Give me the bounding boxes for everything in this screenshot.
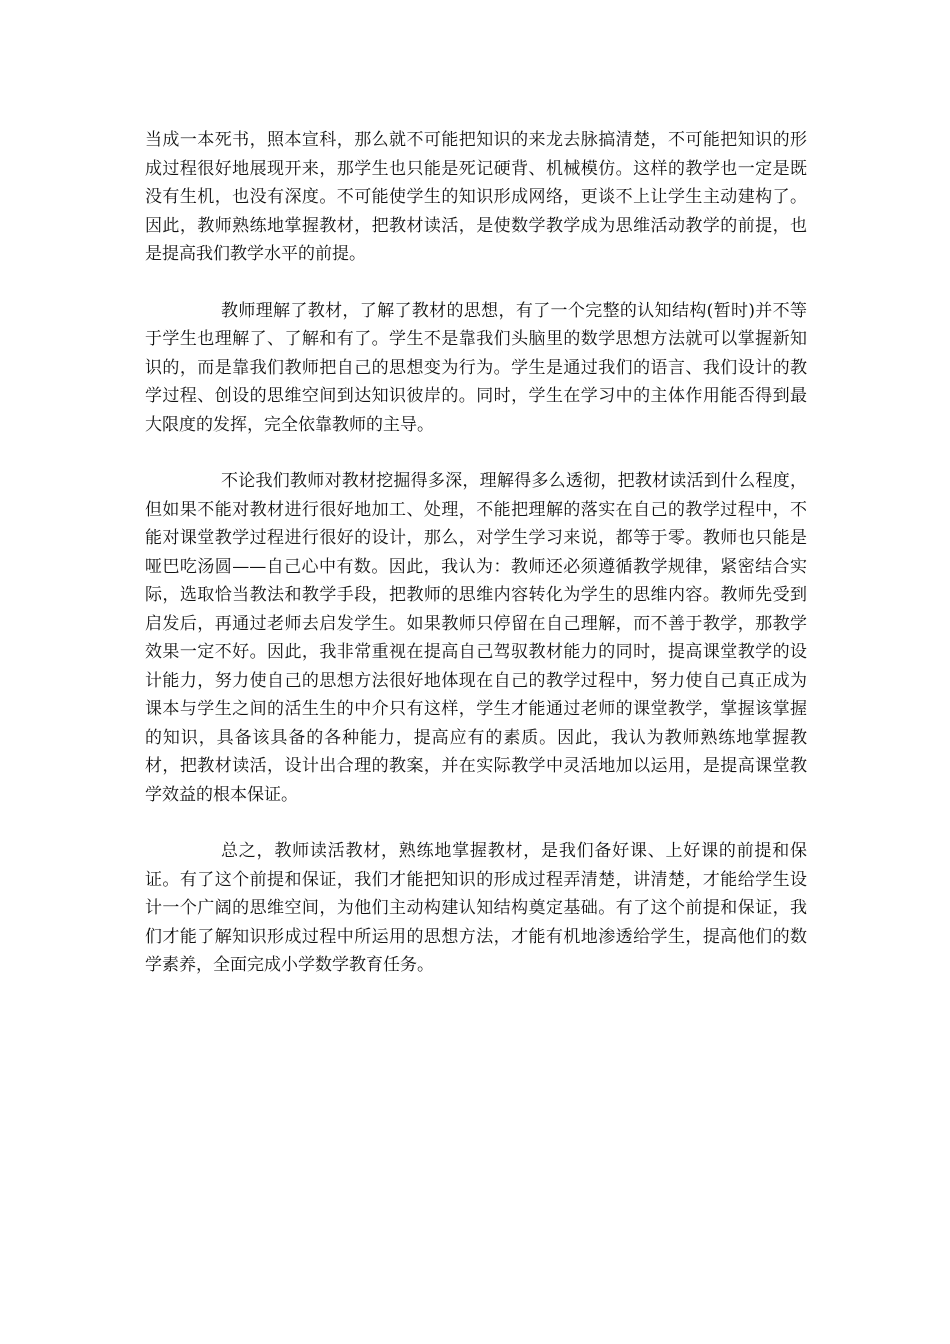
document-body (145, 126, 807, 1008)
paragraph-3: 不论我们教师对教材挖掘得多深，理解得多么透彻，把教材读活到什么程度，但如果不能对教材进行很好地加工、处理，不能把理解的落实在自己的教学过程中，不能对课堂教学过程进行很好的设计，那么，对学生学习来说，都等于零。教师也只能是哑巴吃汤圆——自己心中有数。因此，我认为：教师还必须遵循教学规律，紧密结合实际，选取恰当教法和教学手段，把教师的思维内容转化为学生的思维内容。教师先受到启发后，再通过老师去启发学生。如果教师只停留在自己理解，而不善于教学，那教学效果一定不好。因此，我非常重视在提高自己驾驭教材能力的同时，提高课堂教学的设计能力，努力使自己的思想方法很好地体现在自己的教学过程中，努力使自己真正成为课本与学生之间的活生生的中介只有这样，学生才能通过老师的课堂教学，掌握该掌握的知识，具备该具备的各种能力，提高应有的素质。因此，我认为教师熟练地掌握教材，把教材读活，设计出合理的教案，并在实际教学中灵活地加以运用，是提高课堂教学效益的根本保证。 (145, 471, 807, 805)
paragraph-2: 教师理解了教材，了解了教材的思想，有了一个完整的认知结构(暂时)并不等于学生也理解了、了解和有了。学生不是靠我们头脑里的数学思想方法就可以掌握新知识的，而是靠我们教师把自己的思想变为行为。学生是通过我们的语言、我们设计的教学过程、创设的思维空间到达知识彼岸的。同时，学生在学习中的主体作用能否得到最大限度的发挥，完全依靠教师的主导。 (145, 300, 807, 435)
paragraph-1: 当成一本死书，照本宣科，那么就不可能把知识的来龙去脉搞清楚，不可能把知识的形成过程很好地展现开来，那学生也只能是死记硬背、机械模仿。这样的教学也一定是既没有生机，也没有深度。不可能使学生的知识形成网络，更谈不上让学生主动建构了。因此，教师熟练地掌握教材，把教材读活，是使数学教学成为思维活动教学的前提，也是提高我们教学水平的前提。 (145, 130, 807, 264)
paragraph-4: 总之，教师读活教材，熟练地掌握教材，是我们备好课、上好课的前提和保证。有了这个前提和保证，我们才能把知识的形成过程弄清楚，讲清楚，才能给学生设计一个广阔的思维空间，为他们主动构建认知结构奠定基础。有了这个前提和保证，我们才能了解知识形成过程中所运用的思想方法，才能有机地渗透给学生，提高他们的数学素养，全面完成小学数学教育任务。 (145, 841, 807, 975)
